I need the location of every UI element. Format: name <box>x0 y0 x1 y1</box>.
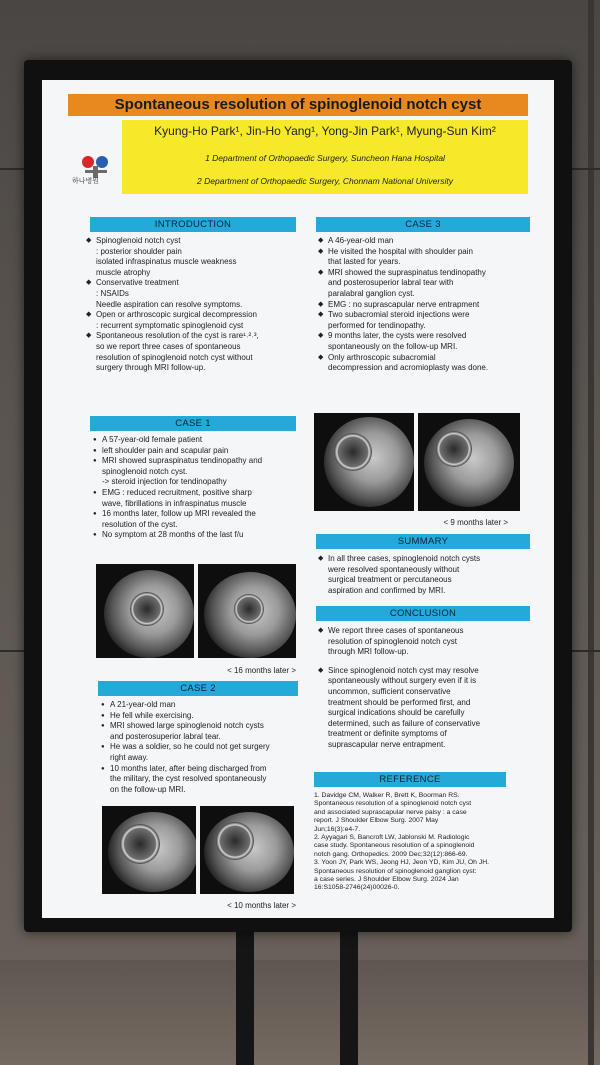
case3-mri-after <box>418 413 520 511</box>
conclusion-line: resolution of spinoglenoid notch cyst <box>328 636 457 646</box>
reference-line: 3. Yoon JY, Park WS, Jeong HJ, Jeon YD, Kim JU, Oh JH. <box>314 859 490 867</box>
case2-line: on the follow-up MRI. <box>110 784 186 794</box>
intro-line: muscle atrophy <box>96 267 151 277</box>
case2-text <box>100 700 300 795</box>
conclusion-line: ◆ We report three cases of spontaneous <box>318 626 532 637</box>
intro-line: resolution of spinoglenoid notch cyst without <box>96 352 253 362</box>
reference-line: 2. Ayyagari S, Bancroft LW, Jablonski M. Radiologic <box>314 834 470 842</box>
stand-leg <box>236 930 254 1065</box>
conclusion-line: suprascapular nerve entrapment. <box>328 739 446 749</box>
case3-text <box>318 236 534 374</box>
reference-line: Spontaneous resolution of a spinoglenoid notch cyst <box>314 800 472 808</box>
case1-mri-after <box>198 564 296 658</box>
case2-line: ● He was a soldier, so he could not get surgery <box>100 742 300 753</box>
hospital-logo-text: 하나병원 <box>72 178 100 185</box>
case1-line: ● left shoulder pain and scapular pain <box>92 446 302 457</box>
conclusion-line: determined, such as failure of conservative <box>328 718 481 728</box>
reference-line: Spontaneous resolution of spinoglenoid ganglion cyst: <box>314 867 477 875</box>
stand-leg <box>340 930 358 1065</box>
case1-line: -> steroid injection for tendinopathy <box>102 477 227 487</box>
case3-line: paralabral ganglion cyst. <box>328 288 415 298</box>
case3-heading: CASE 3 <box>316 217 530 232</box>
reference-line: 1. Davidge CM, Walker R, Brett K, Boorman RS. <box>314 792 460 799</box>
intro-line: : NSAIDs <box>96 288 129 298</box>
case2-line: ● A 21-year-old man <box>100 700 300 711</box>
reference-line: case study. Spontaneous resolution of a spinoglenoid <box>314 842 475 850</box>
floor <box>0 960 600 1065</box>
case3-line: performed for tendinopathy. <box>328 320 426 330</box>
case3-line: ◆ 9 months later, the cysts were resolved <box>318 331 534 342</box>
conclusion-line: surgical indications should be carefully <box>328 708 465 718</box>
reference-line: report. J Shoulder Elbow Surg. 2007 May <box>314 817 439 825</box>
case3-line: and posterosuperior labral tear with <box>328 278 454 288</box>
conclusion-line: spontaneously without surgery even if it is <box>328 676 477 686</box>
summary-text <box>318 554 532 596</box>
intro-line: ◆ Spinoglenoid notch cyst <box>86 236 300 247</box>
intro-line: surgery through MRI follow-up. <box>96 363 206 373</box>
case1-heading: CASE 1 <box>90 416 296 431</box>
introduction-heading: INTRODUCTION <box>90 217 296 232</box>
case2-mri-after <box>200 806 294 894</box>
summary-line: surgical treatment or percutaneous <box>328 575 452 585</box>
case1-line: resolution of the cyst. <box>102 519 178 529</box>
conclusion-text <box>318 626 532 751</box>
wall-joint <box>588 0 594 1065</box>
case1-line: ● 16 months later, follow up MRI revealed the <box>92 509 302 520</box>
authors-box <box>122 120 528 194</box>
case1-text <box>92 435 302 541</box>
poster-screen <box>42 80 554 918</box>
reference-line: a case series. J Shoulder Elbow Surg. 2024 Jan <box>314 876 459 884</box>
intro-line: ◆ Conservative treatment <box>86 278 300 289</box>
reference-text <box>314 792 534 893</box>
introduction-text <box>86 236 300 374</box>
case3-line: ◆ A 46-year-old man <box>318 236 534 247</box>
case2-line: ● He fell while exercising. <box>100 711 300 722</box>
conclusion-line: treatment should be performed first, and <box>328 697 471 707</box>
case2-line: right away. <box>110 752 149 762</box>
case1-mri-before <box>96 564 194 658</box>
case3-mri-before <box>314 413 414 511</box>
conclusion-line: uncommon, sufficient conservative <box>328 686 451 696</box>
reference-heading: REFERENCE <box>314 772 506 787</box>
case1-line: ● No symptom at 28 months of the last f/u <box>92 530 302 541</box>
case2-mri-before <box>102 806 196 894</box>
case3-line: ◆ Two subacromial steroid injections were <box>318 310 534 321</box>
case1-line: wave, fibrillations in infraspinatus muscle <box>102 498 247 508</box>
case1-line: spinoglenoid notch cyst. <box>102 466 188 476</box>
case1-line: ● A 57-year-old female patient <box>92 435 302 446</box>
reference-line: 16:S1058-2746(24)00026-0. <box>314 884 400 892</box>
reference-line: Jun;16(3):e4-7. <box>314 825 361 833</box>
case3-line: ◆ Only arthroscopic subacromial <box>318 353 534 364</box>
intro-line: : posterior shoulder pain <box>96 246 182 256</box>
conclusion-line: ◆ Since spinoglenoid notch cyst may resolve <box>318 666 532 677</box>
case1-caption: < 16 months later > <box>227 666 296 675</box>
intro-line: : recurrent symptomatic spinoglenoid cyst <box>96 320 244 330</box>
summary-line: aspiration and confirmed by MRI. <box>328 585 446 595</box>
case2-heading: CASE 2 <box>98 681 298 696</box>
conclusion-line: through MRI follow-up. <box>328 647 409 657</box>
summary-line: ◆ In all three cases, spinoglenoid notch cysts <box>318 554 532 565</box>
case2-line: ● 10 months later, after being discharged from <box>100 764 300 775</box>
authors-line: Kyung-Ho Park¹, Jin-Ho Yang¹, Yong-Jin Park¹, Myung-Sun Kim² <box>154 124 496 138</box>
case2-line: and posterosuperior labral tear. <box>110 731 221 741</box>
case2-line: ● MRI showed large spinoglenoid notch cysts <box>100 721 300 732</box>
affiliation-1: 1 Department of Orthopaedic Surgery, Suncheon Hana Hospital <box>205 153 445 163</box>
conclusion-line: treatment or definite symptoms of <box>328 729 447 739</box>
case3-line: ◆ He visited the hospital with shoulder pain <box>318 247 534 258</box>
case1-line: ● EMG : reduced recruitment, positive sharp <box>92 488 302 499</box>
affiliation-2: 2 Department of Orthopaedic Surgery, Chonnam National University <box>197 176 453 186</box>
summary-heading: SUMMARY <box>316 534 530 549</box>
poster-title: Spontaneous resolution of spinoglenoid notch cyst <box>68 94 528 116</box>
case3-line: ◆ MRI showed the supraspinatus tendinopathy <box>318 268 534 279</box>
case1-line: ● MRI showed supraspinatus tendinopathy and <box>92 456 302 467</box>
intro-line: Needle aspiration can resolve symptoms. <box>96 299 243 309</box>
intro-line: isolated infraspinatus muscle weakness <box>96 257 237 267</box>
case2-caption: < 10 months later > <box>227 901 296 910</box>
summary-line: were resolved spontaneously without <box>328 564 460 574</box>
intro-line: ◆ Open or arthroscopic surgical decompression <box>86 310 300 321</box>
conclusion-heading: CONCLUSION <box>316 606 530 621</box>
intro-line: ◆ Spontaneous resolution of the cyst is rare¹˒²˒³, <box>86 331 300 342</box>
case2-line: the military, the cyst resolved spontaneously <box>110 774 267 784</box>
case3-line: that lasted for years. <box>328 257 401 267</box>
case3-caption: < 9 months later > <box>443 518 508 527</box>
case3-line: spontaneously on the follow-up MRI. <box>328 341 458 351</box>
case3-line: ◆ EMG : no suprascapular nerve entrapment <box>318 300 534 311</box>
reference-line: and associated suprascapular nerve palsy : a case <box>314 808 467 816</box>
intro-line: so we report three cases of spontaneous <box>96 341 241 351</box>
case3-line: decompression and acromioplasty was done. <box>328 363 489 373</box>
reference-line: notch gang. Orthopedics. 2009 Dec;32(12):866-69. <box>314 850 468 858</box>
